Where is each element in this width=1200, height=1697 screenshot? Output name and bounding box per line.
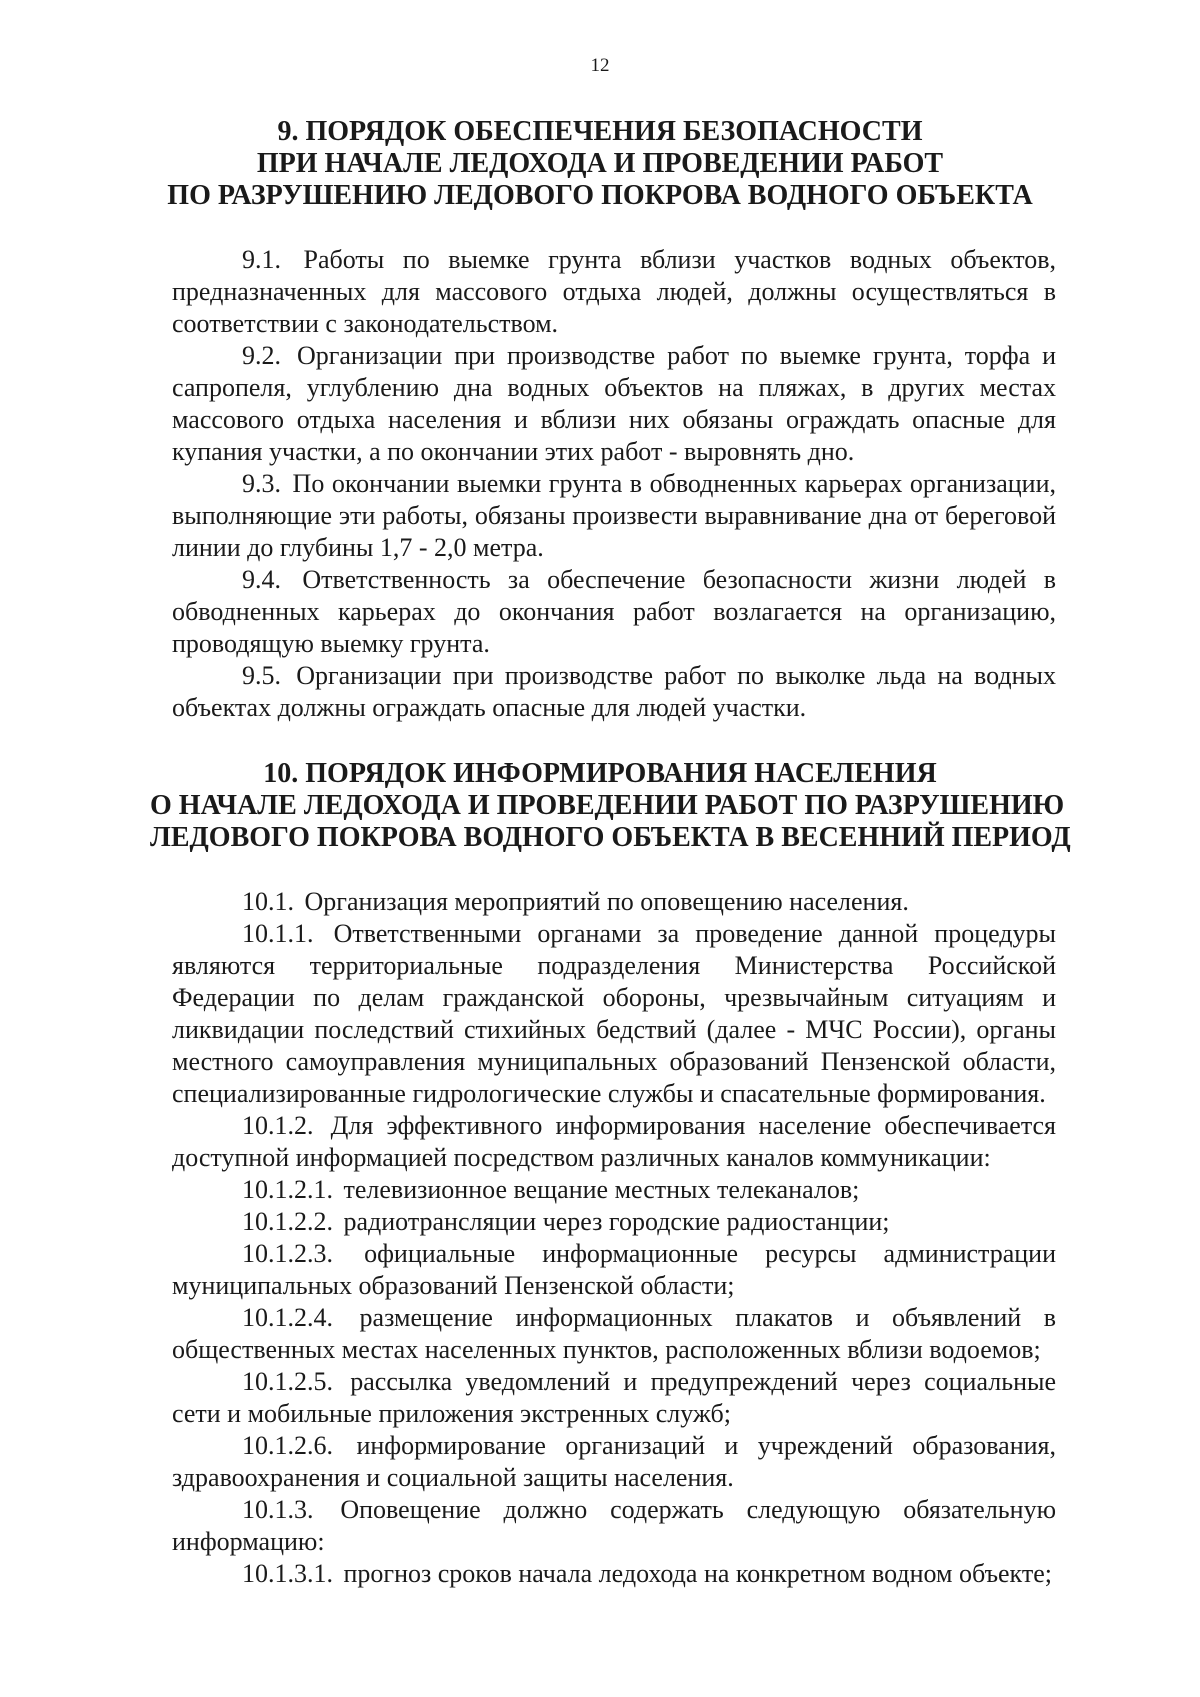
paragraph-9-2 [172, 340, 1056, 468]
paragraph-number: 10.1.2.2. [242, 1207, 333, 1236]
heading-line: ПО РАЗРУШЕНИЮ ЛЕДОВОГО ПОКРОВА ВОДНОГО ОБЪЕКТА [167, 180, 1033, 211]
paragraph-text: По окончании выемки грунта в обводненных карьерах организации, выполняющие эти работы, обязаны произвести выравнивание дна от береговой линии до глубины 1,7 - 2,0 метра. [172, 469, 1057, 562]
heading-line: 10. ПОРЯДОК ИНФОРМИРОВАНИЯ НАСЕЛЕНИЯ [263, 758, 937, 789]
paragraph-10-1 [172, 886, 1056, 918]
paragraph-10-1-2-6 [172, 1430, 1056, 1494]
paragraph-number: 9.2. [242, 341, 281, 370]
paragraph-10-1-2-2 [172, 1206, 1056, 1238]
paragraph-text: информирование организаций и учреждений образования, здравоохранения и социальной защиты населения. [172, 1431, 1056, 1492]
paragraph-number: 9.1. [242, 245, 281, 274]
paragraph-number: 9.4. [242, 565, 281, 594]
paragraph-text: Ответственность за обеспечение безопасности жизни людей в обводненных карьерах до окончания работ возлагается на организацию, проводящую выемку грунта. [172, 565, 1057, 658]
paragraph-number: 9.5. [242, 661, 281, 690]
paragraph-10-1-2-5 [172, 1366, 1056, 1430]
section-9-heading [150, 116, 1050, 212]
paragraph-text: Работы по выемке грунта вблизи участков водных объектов, предназначенных для массового отдыха людей, должны осуществляться в соответствии с законодательством. [172, 245, 1057, 338]
paragraph-10-1-2-1 [172, 1174, 1056, 1206]
paragraph-text: Организации при производстве работ по выколке льда на водных объектах должны ограждать опасные для людей участки. [172, 661, 1056, 722]
paragraph-text: телевизионное вещание местных телеканалов; [343, 1175, 860, 1204]
paragraph-9-3 [172, 468, 1056, 564]
heading-line: 9. ПОРЯДОК ОБЕСПЕЧЕНИЯ БЕЗОПАСНОСТИ [277, 116, 923, 147]
paragraph-text: Организация мероприятий по оповещению населения. [304, 887, 909, 916]
paragraph-number: 10.1.3.1. [242, 1559, 333, 1588]
paragraph-number: 9.3. [242, 469, 281, 498]
paragraph-text: размещение информационных плакатов и объявлений в общественных местах населенных пунктов, расположенных вблизи водоемов; [172, 1303, 1057, 1364]
heading-line: О НАЧАЛЕ ЛЕДОХОДА И ПРОВЕДЕНИИ РАБОТ ПО РАЗРУШЕНИЮ [150, 790, 1065, 821]
paragraph-text: Ответственными органами за проведение данной процедуры являются территориальные подразделения Министерства Российской Федерации по делам гражданской обороны, чрезвычайным ситуациям и ликвидации последствий стихийных бедствий (далее - МЧС России), органы местного самоуправления муниципальных образований Пензенской области, специализированные гидрологические службы и спасательные формирования. [172, 919, 1057, 1108]
section-10-heading [150, 758, 1071, 854]
paragraph-10-1-3-1 [172, 1558, 1056, 1590]
paragraph-text: Организации при производстве работ по выемке грунта, торфа и сапропеля, углублению дна водных объектов на пляжах, в других местах массового отдыха населения и вблизи них обязаны ограждать опасные для купания участки, а по окончании этих работ - выровнять дно. [172, 341, 1056, 466]
paragraph-number: 10.1.2.4. [242, 1303, 333, 1332]
paragraph-number: 10.1.3. [242, 1495, 314, 1524]
paragraph-number: 10.1.2.1. [242, 1175, 333, 1204]
paragraph-number: 10.1.2. [242, 1111, 314, 1140]
paragraph-number: 10.1.2.6. [242, 1431, 333, 1460]
paragraph-10-1-2 [172, 1110, 1056, 1174]
paragraph-text: Оповещение должно содержать следующую обязательную информацию: [172, 1495, 1056, 1556]
paragraph-number: 10.1.2.5. [242, 1367, 333, 1396]
page-number: 12 [590, 55, 610, 76]
paragraph-10-1-1 [172, 918, 1056, 1110]
heading-line: ПРИ НАЧАЛЕ ЛЕДОХОДА И ПРОВЕДЕНИИ РАБОТ [256, 148, 944, 179]
paragraph-number: 10.1. [242, 887, 294, 916]
paragraph-10-1-2-3 [172, 1238, 1056, 1302]
paragraph-number: 10.1.1. [242, 919, 314, 948]
paragraph-9-1 [172, 244, 1056, 340]
paragraph-text: Для эффективного информирования население обеспечивается доступной информацией посредством различных каналов коммуникации: [172, 1111, 1057, 1172]
paragraph-9-5 [172, 660, 1056, 724]
paragraph-text: официальные информационные ресурсы администрации муниципальных образований Пензенской области; [172, 1239, 1057, 1300]
paragraph-text: рассылка уведомлений и предупреждений через социальные сети и мобильные приложения экстренных служб; [172, 1367, 1056, 1428]
paragraph-text: прогноз сроков начала ледохода на конкретном водном объекте; [343, 1559, 1052, 1588]
paragraph-10-1-3 [172, 1494, 1056, 1558]
paragraph-text: радиотрансляции через городские радиостанции; [343, 1207, 890, 1236]
heading-line: ЛЕДОВОГО ПОКРОВА ВОДНОГО ОБЪЕКТА В ВЕСЕННИЙ ПЕРИОД [150, 822, 1071, 853]
paragraph-9-4 [172, 564, 1056, 660]
paragraph-10-1-2-4 [172, 1302, 1056, 1366]
paragraph-number: 10.1.2.3. [242, 1239, 333, 1268]
